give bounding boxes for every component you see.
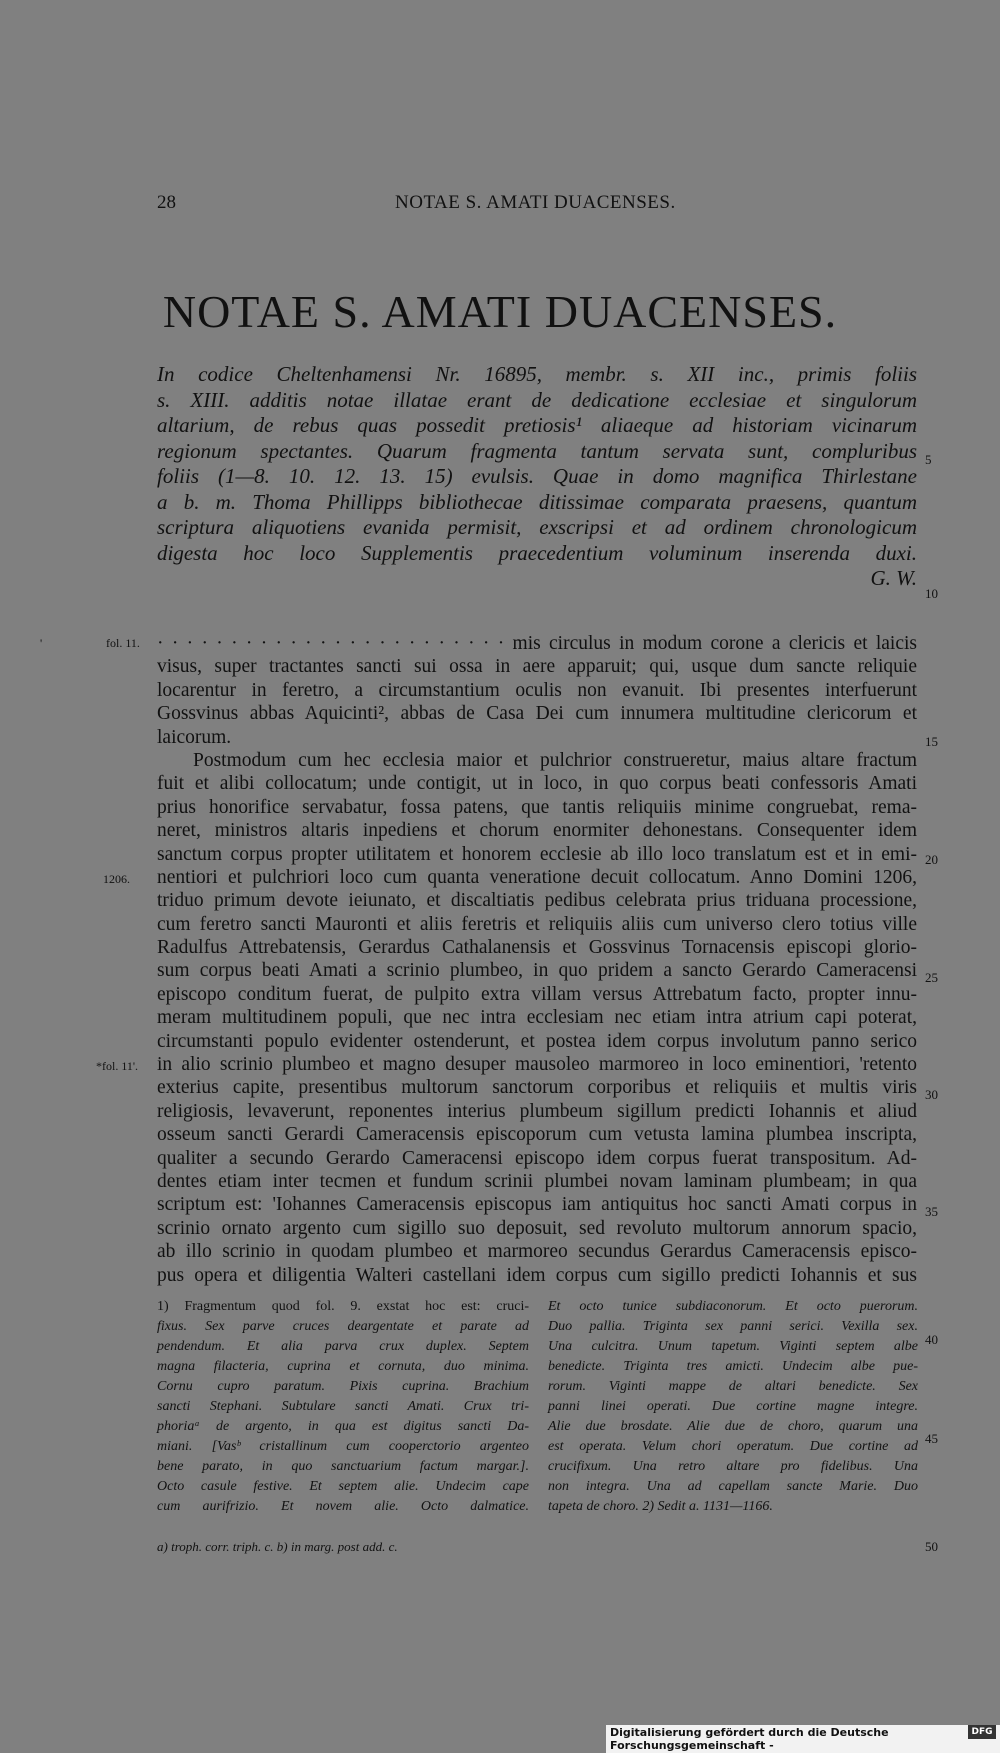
intro-line: s. XIII. additis notae illatae erant de dedicatione ecclesiae et singulorum bbox=[157, 387, 917, 412]
text-line: circumstanti populo evidenter ostenderunt, et postea idem corpus involutum panno serico bbox=[157, 1030, 917, 1052]
margin-folio-note: fol. 11. bbox=[106, 636, 140, 650]
text-line: neret, ministros altaris inpediens et chorum enormiter dehonestans. Consequenter idem bbox=[157, 820, 917, 842]
line-number: 20 bbox=[925, 852, 938, 867]
footnote-line: est operata. Velum chori operatum. Due cortine ad bbox=[548, 1439, 918, 1454]
dfg-logo: DFG bbox=[968, 1725, 996, 1739]
margin-tick: ' bbox=[40, 636, 43, 650]
intro-line: In codice Cheltenhamensi Nr. 16895, membr. s. XII inc., primis foliis bbox=[157, 362, 917, 386]
intro-line: a b. m. Thoma Phillipps bibliothecae ditissimae comparata praesens, quantum bbox=[157, 489, 917, 514]
footnote-line: pendendum. Et alia parva crux duplex. Septem bbox=[157, 1339, 529, 1354]
footnote-line: tapeta de choro. 2) Sedit a. 1131—1166. bbox=[548, 1499, 773, 1514]
text-line: scriptum est: 'Iohannes Cameracensis episcopus iam antiquitus hoc sancti Amati corpus in bbox=[157, 1194, 917, 1216]
critical-apparatus: a) troph. corr. triph. c. b) in marg. post add. c. bbox=[157, 1539, 398, 1554]
footnote-line: crucifixum. Una retro altare pro fidelibus. Una bbox=[548, 1459, 918, 1474]
text-line: pus opera et diligentia Walteri castellani idem corpus cum sigillo predicti Iohannis et sus bbox=[157, 1264, 917, 1286]
footnote-line: magna filacteria, cuprina et cornuta, duo minima. bbox=[157, 1359, 529, 1374]
text-line: triduo primum devote ieiunato, et discaltiatis pedibus celebrata prius triduana processione, bbox=[157, 890, 917, 912]
text-line: sum corpus beati Amati a scrinio plumbeo, in quo pridem a sancto Gerardo Cameracensi bbox=[157, 960, 917, 982]
footnote-line: Et octo tunice subdiaconorum. Et octo puerorum. bbox=[548, 1299, 918, 1314]
text-line: prius honorifice servabatur, fossa patens, que tantis reliquiis minime congruebat, rema- bbox=[157, 796, 917, 818]
line-number: 15 bbox=[925, 734, 938, 749]
footnote-line: fixus. Sex parve cruces deargentate et parate ad bbox=[157, 1319, 529, 1334]
text-line: visus, super tractantes sancti sui ossa in aere apparuit; qui, usque dum sancte reliquie bbox=[157, 656, 917, 678]
text-line: osseum sancti Gerardi Cameracensis episcoporum cum vetusta lamina plumbea inscripta, bbox=[157, 1124, 917, 1146]
text-line: Postmodum cum hec ecclesia maior et pulchrior construeretur, maius altare fractum bbox=[193, 749, 917, 771]
text-line: in alio scrinio plumbeo et magno desuper mausoleo marmoreo in loco eminentiori, 'retento bbox=[157, 1054, 917, 1076]
intro-line: digesta hoc loco Supplementis praecedentium voluminum inserenda duxi. bbox=[157, 540, 917, 565]
margin-folio-note: *fol. 11'. bbox=[96, 1059, 139, 1073]
text-line: nentiori et pulchriori loco cum quanta veneratione decuit collocatum. Anno Domini 1206, bbox=[157, 866, 917, 888]
intro-line: foliis (1—8. 10. 12. 13. 15) evulsis. Quae in domo magnifica Thirlestane bbox=[157, 464, 917, 488]
footnote-line: Octo casule festive. Et septem alie. Undecim cape bbox=[157, 1479, 529, 1494]
text-line: locarentur in feretro, a circumstantium oculis non evanuit. Ibi presentes interfuerunt bbox=[157, 679, 917, 701]
text-line: religiosis, levaverunt, reponentes interius plumbeum sigillum predicti Iohannis et aliud bbox=[157, 1100, 917, 1122]
line-number: 35 bbox=[925, 1204, 938, 1219]
text-line: meram multitudinem populi, que nec intra ecclesiam nec etiam intra atrium capi poterat, bbox=[157, 1007, 917, 1029]
margin-year-note: 1206. bbox=[103, 872, 130, 886]
text-line: Gossvinus abbas Aquicinti², abbas de Casa Dei cum innumera multitudine clericorum et bbox=[157, 703, 917, 725]
intro-paragraph bbox=[157, 362, 917, 592]
text-line: fuit et alibi collocatum; unde contigit, ut in loco, in quo corpus beati confessoris Amati bbox=[157, 773, 917, 795]
text-line: qualiter a secundo Gerardo Cameracensi episcopo idem corpus fuerat transpositum. Ad- bbox=[157, 1147, 917, 1169]
footnote-line: sancti Stephani. Subtulare sancti Amati. Crux tri- bbox=[157, 1399, 529, 1414]
text-line: laicorum. bbox=[157, 726, 232, 748]
text-line: sanctum corpus propter utilitatem et honorem ecclesie ab illo loco translatum est et in emi- bbox=[157, 843, 917, 865]
footnote-line: benedicte. Triginta tres amicti. Undecim albe pue- bbox=[548, 1359, 918, 1374]
text-line: dentes etiam inter tecmen et fundum scrinii plumbei novam laminam plumbeam; in qua bbox=[157, 1170, 917, 1192]
footnote-line: 1) Fragmentum quod fol. 9. exstat hoc est: cruci- bbox=[157, 1299, 529, 1314]
footnote-right-column bbox=[548, 1297, 918, 1517]
footnote-left-column bbox=[157, 1297, 529, 1517]
text-line: scrinio ornato argento cum sigillo suo deposuit, sed revoluto multorum annorum spacio, bbox=[157, 1217, 917, 1239]
footnote-line: cum aurifrizio. Et novem alie. Octo dalmatice. bbox=[157, 1499, 529, 1514]
footnote-line: Cornu cupro paratum. Pixis cuprina. Brachium bbox=[157, 1379, 529, 1394]
footnote-line: rorum. Viginti mappe de altari benedicte. Sex bbox=[548, 1379, 918, 1394]
line-number: 45 bbox=[925, 1431, 938, 1446]
footnote-line: miani. [Vasᵇ cristallinum cum cooperctorio argenteo bbox=[157, 1439, 529, 1454]
footnote-line: Duo pallia. Triginta sex panni serici. Vexilla sex. bbox=[548, 1319, 918, 1334]
footnote-line: non integra. Una ad capellam sancte Marie. Duo bbox=[548, 1479, 918, 1494]
footnote-line: panni linei operati. Due cortine magne integre. bbox=[548, 1399, 918, 1414]
text-line: exterius capite, presentibus multorum sanctorum corporibus et reliquiis et multis viris bbox=[157, 1077, 917, 1099]
line-number: 50 bbox=[925, 1539, 938, 1554]
line-number: 30 bbox=[925, 1087, 938, 1102]
footnote-line: Una culcitra. Unum tapetum. Viginti septem albe bbox=[548, 1339, 918, 1354]
intro-line: regionum spectantes. Quarum fragmenta tantum servata sunt, compluribus bbox=[157, 438, 917, 463]
line-number: 5 bbox=[925, 452, 932, 467]
footnote-line: bene parato, in quo sanctuarium factum margar.]. bbox=[157, 1459, 529, 1474]
intro-line: scriptura aliquotiens evanida permisit, exscripsi et ad ordinem chronologicum bbox=[157, 515, 917, 539]
page-number: 28 bbox=[157, 192, 176, 213]
footnote-line: phoriaᵃ de argento, in qua est digitus sancti Da- bbox=[157, 1419, 529, 1434]
text-line: ab illo scrinio in quodam plumbeo et marmoreo secundus Gerardus Cameracensis episco- bbox=[157, 1241, 917, 1263]
line-number: 40 bbox=[925, 1332, 938, 1347]
running-title: NOTAE S. AMATI DUACENSES. bbox=[395, 192, 676, 213]
main-text bbox=[157, 632, 917, 1287]
text-line: episcopo conditum fuerat, de pulpito extra villam versus Attrebatum facto, propter innu- bbox=[157, 983, 917, 1005]
text-line: cum feretro sancti Mauronti et aliis feretris et reliquiis aliis cum universo clero totius ville bbox=[157, 913, 917, 935]
line-number: 25 bbox=[925, 970, 938, 985]
footnote-line: Alie due brosdate. Alie due de choro, quarum una bbox=[548, 1419, 918, 1434]
text-line: · · · · · · · · · · · · · · · · · · · · · · · · mis circulus in modum corone a clericis et laicis bbox=[157, 633, 917, 654]
digitization-credit: Digitalisierung gefördert durch die Deutsche Forschungsgemeinschaft - bbox=[606, 1725, 1000, 1753]
intro-signature: G. W. bbox=[870, 566, 917, 590]
line-number: 10 bbox=[925, 586, 938, 601]
intro-line: altarium, de rebus quas possedit pretiosis¹ aliaeque ad historiam vicinarum bbox=[157, 413, 917, 437]
page-title: NOTAE S. AMATI DUACENSES. bbox=[162, 286, 838, 337]
text-line: Radulfus Attrebatensis, Gerardus Cathalanensis et Gossvinus Tornacensis episcopi glorio- bbox=[157, 937, 917, 959]
